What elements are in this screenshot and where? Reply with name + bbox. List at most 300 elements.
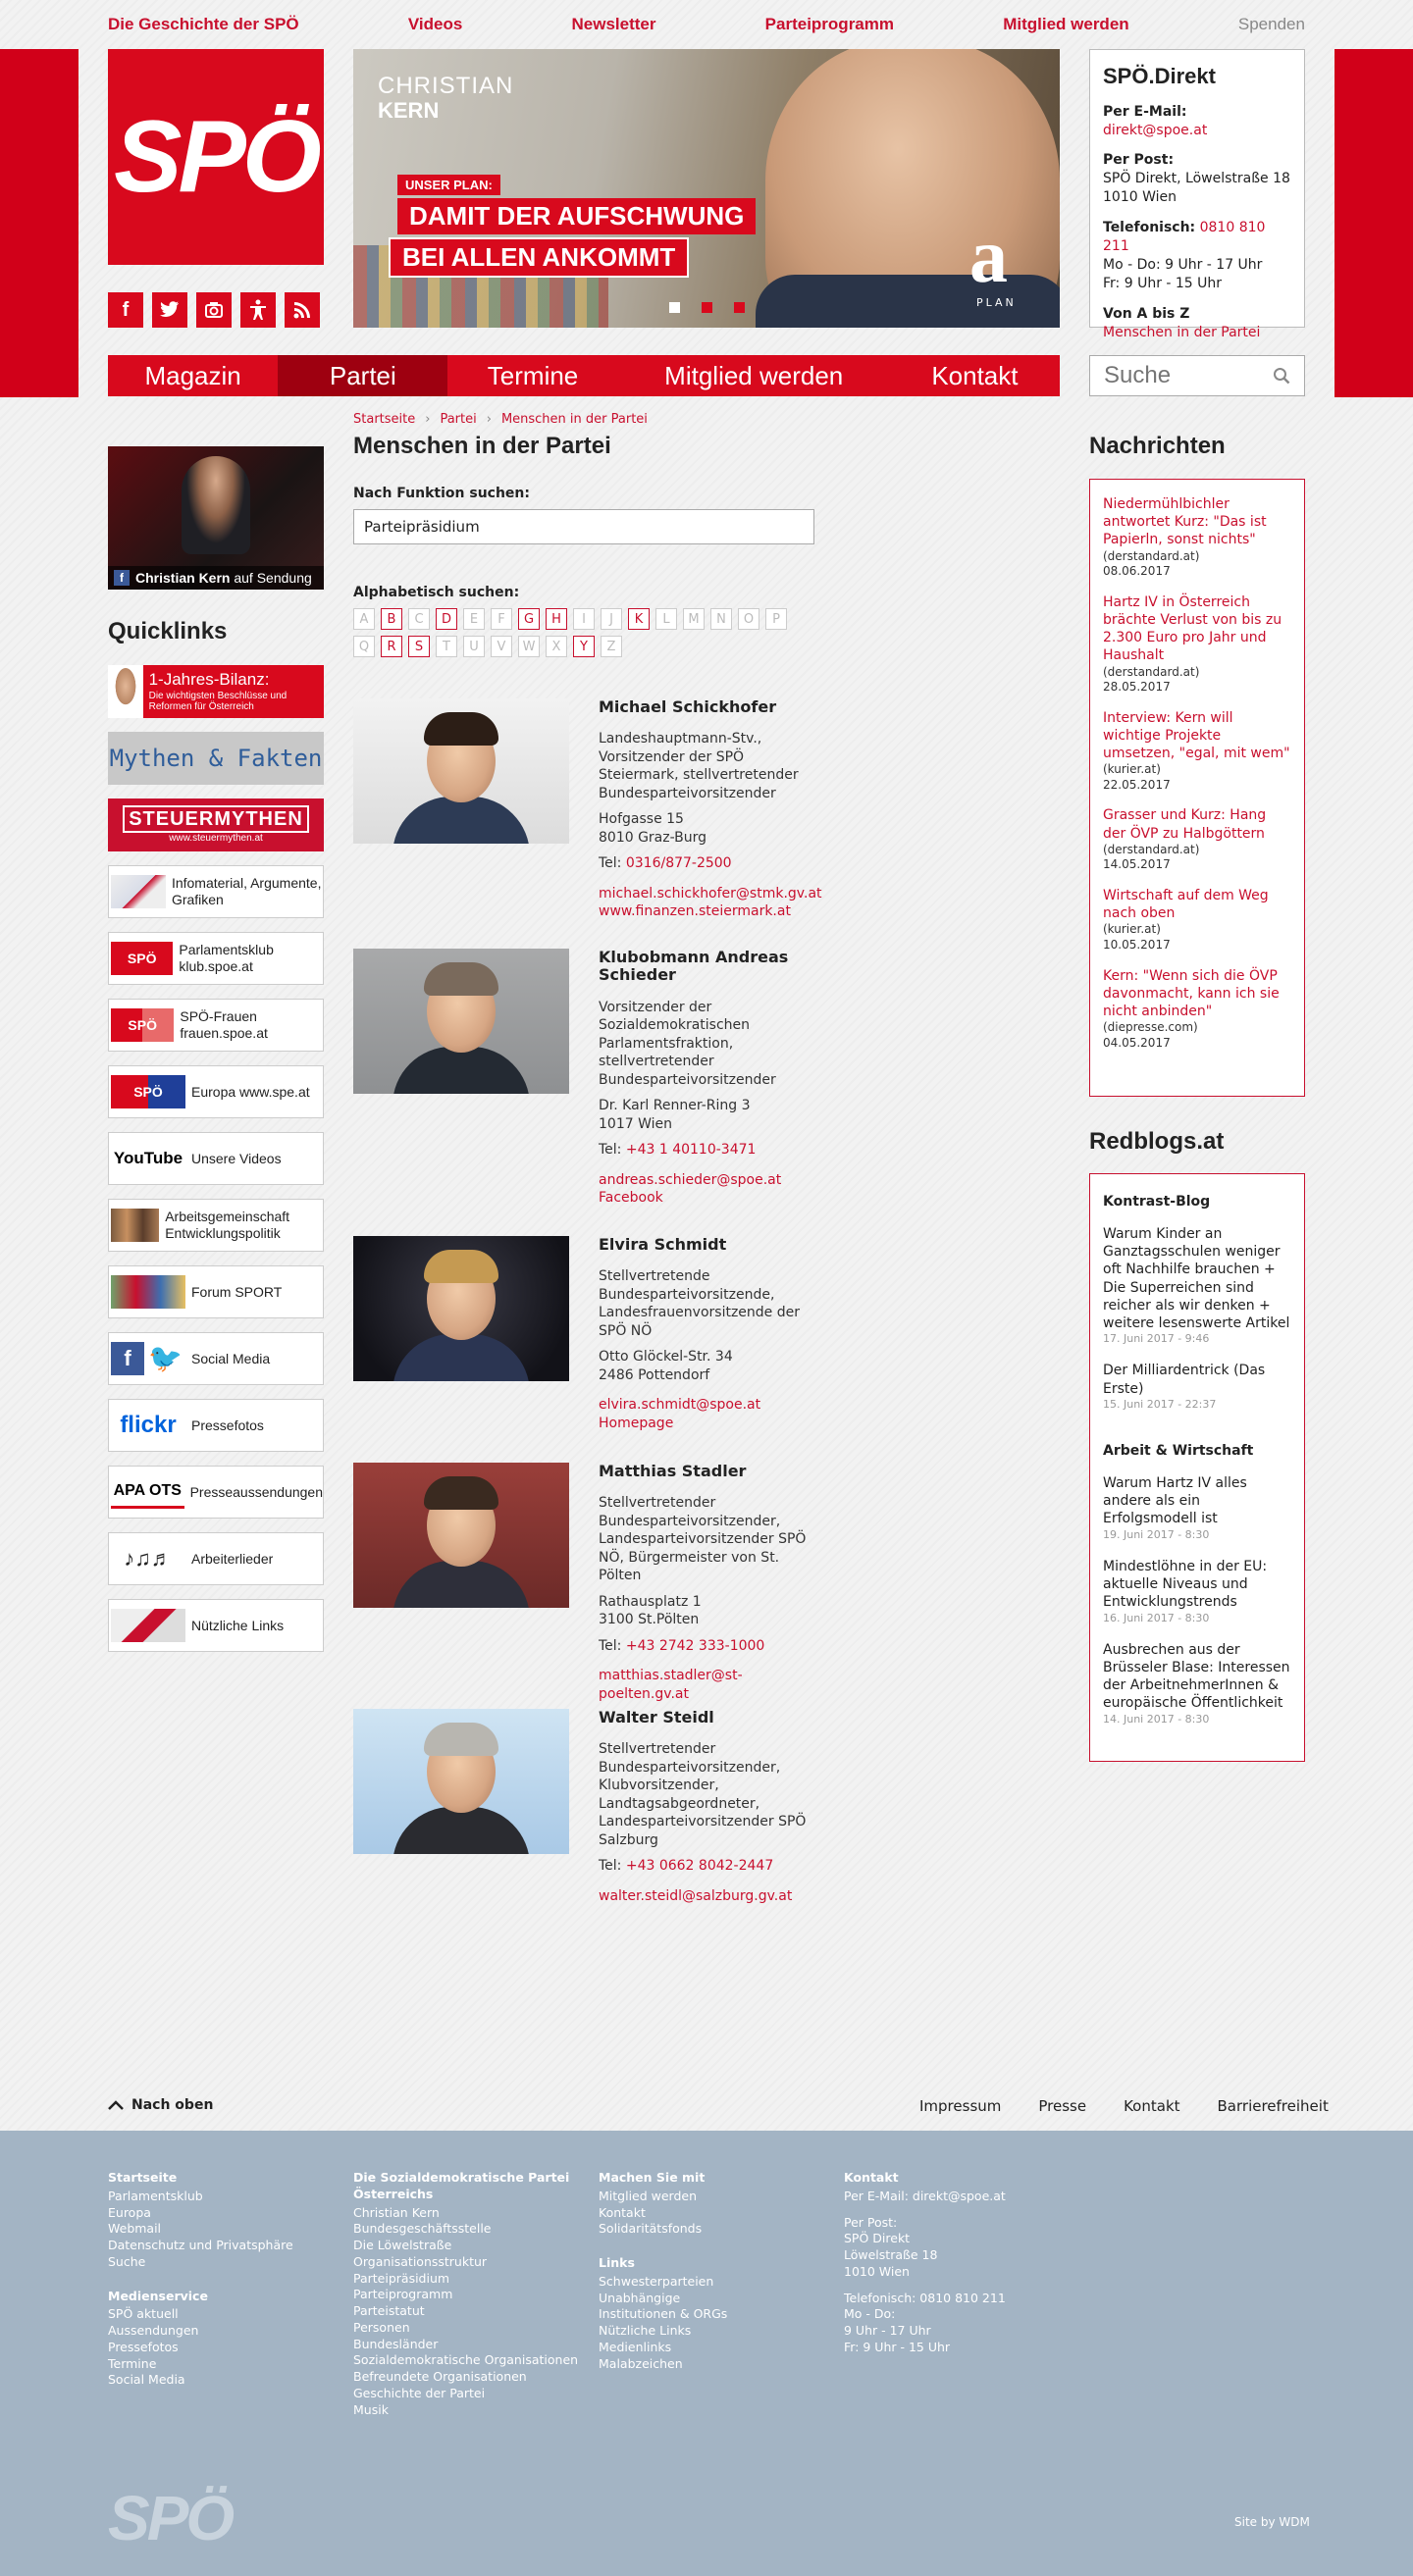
alphabet-letter-v: V — [491, 636, 512, 657]
site-by-credit[interactable]: Site by WDM — [1234, 2515, 1310, 2529]
facebook-icon[interactable]: f — [108, 292, 143, 328]
slider-dot-3[interactable] — [734, 302, 745, 313]
person-info — [599, 1236, 824, 1440]
person-photo[interactable] — [353, 1236, 569, 1381]
footer-link[interactable]: Aussendungen — [108, 2323, 199, 2338]
person-phone-label: Tel: — [599, 1858, 626, 1875]
nav-magazin[interactable]: Magazin — [144, 360, 241, 390]
news-date: 04.05.2017 — [1103, 1035, 1171, 1050]
spoe-thumbnail: SPÖ — [111, 1075, 185, 1108]
person-photo-body — [392, 1334, 530, 1381]
person-links — [599, 1171, 824, 1208]
quicklink-label: SPÖ-Frauen frauen.spoe.at — [180, 1008, 268, 1041]
person-photo-hair — [424, 1723, 498, 1756]
person-link[interactable]: michael.schickhofer@stmk.gv.at — [599, 885, 822, 902]
footer-link[interactable]: Fr: 9 Uhr - 15 Uhr — [844, 2339, 951, 2354]
hero-tag-line1: DAMIT DER AUFSCHWUNG — [397, 198, 756, 234]
quicklink-subtitle: www.steuermythen.at — [169, 833, 263, 844]
footer-heading[interactable]: Startseite — [108, 2170, 178, 2185]
quicklinks-heading: Quicklinks — [108, 618, 228, 644]
hero-name-last: KERN — [378, 98, 440, 123]
direkt-title: SPÖ.Direkt — [1103, 64, 1216, 88]
footer-link[interactable]: Parlamentsklub — [108, 2188, 203, 2203]
alphabet-letter-b[interactable]: B — [381, 608, 402, 630]
breadcrumb — [353, 412, 648, 427]
quicklink-label: Nützliche Links — [191, 1617, 285, 1633]
person-phone-label: Tel: — [599, 855, 626, 872]
blog-item[interactable] — [1103, 1641, 1291, 1726]
topnav-spenden[interactable]: Spenden — [1237, 15, 1305, 33]
person-photo[interactable] — [353, 698, 569, 844]
footer-link[interactable]: Medienlinks — [599, 2339, 672, 2354]
puzzle-icon — [111, 1609, 185, 1642]
footer-link[interactable]: Per E-Mail: direkt@spoe.at — [844, 2188, 1006, 2203]
footer-link[interactable]: Musik — [353, 2401, 389, 2417]
blog-title[interactable]: Warum Kinder an Ganztagsschulen weniger oft Nachhilfe brauchen + Die Superreichen sind reicher als wir denken + weitere lesenswerte Artikel — [1103, 1226, 1290, 1331]
person-role: Stellvertretende Bundesparteivorsitzende, Landesfrauenvorsitzende der SPÖ NÖ — [599, 1268, 800, 1339]
footer-link[interactable]: 9 Uhr - 17 Uhr — [844, 2323, 931, 2338]
quicklink-videos[interactable] — [108, 1132, 324, 1185]
facebook-icon: f — [111, 1342, 144, 1375]
infomaterial-thumbnail — [111, 875, 166, 908]
blog-section-heading: Kontrast-Blog — [1103, 1194, 1211, 1210]
main-navigation — [108, 355, 1060, 396]
news-item[interactable] — [1103, 887, 1291, 953]
apa-ots-icon: APA OTS — [111, 1475, 184, 1509]
sport-thumbnail — [111, 1275, 185, 1309]
news-date: 22.05.2017 — [1103, 777, 1171, 792]
footer-link[interactable]: Sozialdemokratische Organisationen — [353, 2352, 579, 2368]
quicklink-nuetzliche-links[interactable] — [108, 1599, 324, 1652]
redblogs-box — [1089, 1173, 1305, 1762]
news-title[interactable]: Interview: Kern will wichtige Projekte umsetzen, "egal, mit wem" — [1103, 709, 1290, 762]
plan-logo-text: PLAN — [976, 296, 1017, 309]
flickr-icon: flickr — [120, 1411, 177, 1438]
person-phone-label: Tel: — [599, 1142, 626, 1159]
hero-tag-small: UNSER PLAN: — [397, 175, 500, 195]
news-source: (derstandard.at) — [1103, 842, 1200, 856]
footer-link[interactable]: Parteistatut — [353, 2303, 425, 2318]
footer-heading[interactable]: Machen Sie mit — [599, 2170, 706, 2185]
footer-heading[interactable]: Medienservice — [108, 2288, 208, 2303]
footer-link[interactable]: Löwelstraße 18 — [844, 2247, 938, 2262]
instagram-icon[interactable] — [196, 292, 232, 328]
footer-link[interactable]: Datenschutz und Privatsphäre — [108, 2238, 293, 2252]
top-navigation — [108, 15, 1305, 36]
person-name: Walter Steidl — [599, 1708, 714, 1726]
footer-link[interactable]: Parteipräsidium — [353, 2270, 450, 2286]
topnav-geschichte[interactable]: Die Geschichte der SPÖ — [108, 15, 299, 33]
topnav-parteiprogramm[interactable]: Parteiprogramm — [764, 15, 894, 33]
alphabet-letter-g[interactable]: G — [518, 608, 540, 630]
right-red-band — [1334, 49, 1413, 397]
direkt-post-line: SPÖ Direkt, Löwelstraße 18 — [1103, 171, 1290, 187]
alphabet-letter-z: Z — [601, 636, 622, 657]
quicklink-jahresbilanz[interactable] — [108, 665, 324, 718]
news-date: 08.06.2017 — [1103, 564, 1171, 579]
footer-meta-links — [919, 2097, 1329, 2115]
person-links — [599, 1667, 824, 1703]
footer-link[interactable]: Webmail — [108, 2221, 162, 2237]
promo-text-bold: Christian Kern — [135, 570, 231, 586]
music-notes-icon: ♪♫♬ — [124, 1545, 173, 1571]
christian-kern-auf-sendung-banner[interactable] — [108, 446, 324, 590]
person-phone-link[interactable]: +43 2742 333-1000 — [625, 1637, 765, 1654]
news-source: (derstandard.at) — [1103, 548, 1200, 563]
left-red-band — [0, 49, 78, 397]
blog-date: 14. Juni 2017 - 8:30 — [1103, 1712, 1210, 1726]
search-icon[interactable] — [1273, 367, 1290, 385]
person-role: Stellvertretender Bundesparteivorsitzender, Landesparteivorsitzender SPÖ NÖ, Bürgermeister von St. Pölten — [599, 1495, 807, 1584]
footer-column — [353, 2170, 584, 2418]
news-source: (kurier.at) — [1103, 922, 1161, 937]
blog-title[interactable]: Mindestlöhne in der EU: aktuelle Niveaus und Entwicklungstrends — [1103, 1558, 1268, 1611]
slider-dot-1[interactable] — [669, 302, 680, 313]
quicklink-label: Presseaussendungen — [189, 1483, 323, 1500]
footer-link[interactable]: Kontakt — [599, 2204, 646, 2220]
footer-logo[interactable]: SPÖ — [108, 2483, 233, 2553]
blog-item[interactable] — [1103, 1558, 1291, 1625]
footer-link[interactable]: Bundesländer — [353, 2336, 439, 2351]
slider-dot-2[interactable] — [702, 302, 712, 313]
alphabet-letter-r[interactable]: R — [381, 636, 402, 657]
footer-link[interactable]: Suche — [108, 2253, 146, 2269]
news-item[interactable] — [1103, 967, 1291, 1052]
spoe-thumbnail: SPÖ — [111, 1008, 174, 1042]
blog-title[interactable]: Der Milliardentrick (Das Erste) — [1103, 1363, 1266, 1397]
person-link[interactable]: Homepage — [599, 1415, 674, 1431]
news-title[interactable]: Hartz IV in Österreich brächte Verlust von bis zu 2.300 Euro pro Jahr und Haushalt — [1103, 593, 1282, 664]
back-to-top-label: Nach oben — [131, 2097, 214, 2113]
person-phone-link[interactable]: 0316/877-2500 — [625, 855, 732, 872]
alphabet-letter-e: E — [463, 608, 485, 630]
person-info — [599, 1709, 824, 1913]
redblogs-heading: Redblogs.at — [1089, 1128, 1225, 1155]
alphabet-letter-k[interactable]: K — [628, 608, 650, 630]
person-photo-hair — [424, 962, 498, 996]
footer-link[interactable]: SPÖ Direkt — [844, 2231, 911, 2246]
person-info — [599, 949, 824, 1214]
footer-link[interactable]: Organisationsstruktur — [353, 2253, 488, 2269]
quicklink-label: Pressefotos — [191, 1417, 264, 1433]
person-link[interactable]: www.finanzen.steiermark.at — [599, 903, 791, 920]
quicklink-entwicklungspolitik[interactable] — [108, 1199, 324, 1252]
nav-termine[interactable]: Termine — [487, 360, 579, 390]
footer-link[interactable]: Befreundete Organisationen — [353, 2369, 527, 2384]
spoe-direkt-box — [1089, 49, 1305, 340]
search-input[interactable] — [1104, 362, 1261, 389]
chevron-right-icon: › — [486, 412, 492, 427]
footer-link-kontakt[interactable]: Kontakt — [1124, 2097, 1180, 2115]
news-date: 14.05.2017 — [1103, 857, 1171, 872]
person-name: Michael Schickhofer — [599, 697, 777, 716]
nav-kontakt[interactable]: Kontakt — [931, 360, 1019, 390]
alphabet-letter-l: L — [655, 608, 677, 630]
direkt-email-link[interactable]: direkt@spoe.at — [1103, 122, 1208, 138]
footer-link[interactable]: Solidaritätsfonds — [599, 2221, 703, 2237]
quicklink-label: Forum SPORT — [191, 1283, 283, 1300]
promo-text: auf Sendung — [234, 570, 312, 586]
footer-link[interactable]: Christian Kern — [353, 2204, 440, 2220]
person-address: Hofgasse 15 8010 Graz-Burg — [599, 811, 707, 846]
hero-tag-line2: BEI ALLEN ANKOMMT — [389, 237, 689, 278]
footer-link[interactable]: Geschichte der Partei — [353, 2385, 486, 2400]
breadcrumb-partei[interactable]: Partei — [440, 412, 477, 427]
footer-link[interactable]: Die Löwelstraße — [353, 2238, 452, 2252]
footer-heading[interactable]: Links — [599, 2255, 635, 2270]
quicklink-arbeiterlieder[interactable] — [108, 1532, 324, 1585]
person-photo-body — [392, 1561, 530, 1608]
person-role: Vorsitzender der Sozialdemokratischen Parlamentsfraktion, stellvertretender Bundesparteivorsitzender — [599, 999, 776, 1088]
news-title[interactable]: Wirtschaft auf dem Weg nach oben — [1103, 888, 1269, 922]
quicklink-pressefotos[interactable] — [108, 1399, 324, 1452]
direkt-phone-label: Telefonisch: — [1103, 220, 1196, 236]
person-address: Rathausplatz 1 3100 St.Pölten — [599, 1593, 702, 1628]
blog-item[interactable] — [1103, 1225, 1291, 1346]
footer-link[interactable]: Malabzeichen — [599, 2355, 683, 2371]
alphabet-letter-y[interactable]: Y — [573, 636, 595, 657]
blog-date: 17. Juni 2017 - 9:46 — [1103, 1332, 1210, 1346]
quicklink-infomaterial[interactable] — [108, 865, 324, 918]
twitter-icon: 🐦 — [148, 1343, 183, 1374]
person-role: Stellvertretender Bundesparteivorsitzender, Klubvorsitzender, Landtagsabgeordneter, Landesparteivorsitzender SPÖ Salzburg — [599, 1741, 807, 1848]
twitter-icon[interactable] — [152, 292, 187, 328]
footer-column — [599, 2170, 829, 2372]
topnav-videos[interactable]: Videos — [407, 15, 463, 33]
person-link[interactable]: walter.steidl@salzburg.gv.at — [599, 1887, 793, 1904]
news-item[interactable] — [1103, 593, 1291, 696]
person-link[interactable]: Facebook — [599, 1190, 663, 1206]
news-source: (derstandard.at) — [1103, 664, 1200, 679]
rss-icon[interactable] — [285, 292, 320, 328]
news-date: 10.05.2017 — [1103, 937, 1171, 952]
alphabet-letter-n: N — [710, 608, 732, 630]
person-name: Klubobmann Andreas Schieder — [599, 948, 789, 985]
alphabet-letter-j: J — [601, 608, 622, 630]
footer-spacer — [108, 2271, 339, 2289]
blog-title[interactable]: Ausbrechen aus der Brüsseler Blase: Interessen der ArbeitnehmerInnen & europäische Öffentlichkeit — [1103, 1641, 1290, 1712]
alphabet-letter-m: M — [683, 608, 705, 630]
function-select[interactable]: Parteipräsidium — [353, 509, 814, 544]
spoe-logo[interactable]: SPÖ — [108, 49, 324, 265]
news-item[interactable] — [1103, 495, 1291, 580]
person-links — [599, 1396, 824, 1432]
person-name: Matthias Stadler — [599, 1462, 747, 1480]
footer-link[interactable]: Pressefotos — [108, 2339, 179, 2354]
promo-portrait — [182, 456, 250, 554]
person-phone-label: Tel: — [599, 1637, 626, 1654]
footer-link[interactable]: Social Media — [108, 2372, 185, 2388]
news-heading: Nachrichten — [1089, 433, 1226, 459]
person-links — [599, 885, 824, 921]
footer-link[interactable]: Nützliche Links — [599, 2323, 692, 2338]
person-link[interactable]: andreas.schieder@spoe.at — [599, 1171, 782, 1188]
person-photo-body — [392, 1047, 530, 1094]
quicklink-label: Parlamentsklub klub.spoe.at — [179, 942, 274, 974]
alphabet-letter-d[interactable]: D — [436, 608, 457, 630]
news-title[interactable]: Grasser und Kurz: Hang der ÖVP zu Halbgöttern — [1103, 807, 1267, 842]
quicklink-label: Arbeiterlieder — [191, 1550, 274, 1567]
quicklink-forum-sport[interactable] — [108, 1265, 324, 1318]
alphabet-letter-p: P — [765, 608, 787, 630]
direkt-hours: Mo - Do: 9 Uhr - 17 Uhr — [1103, 256, 1263, 273]
footer-heading[interactable]: Kontakt — [844, 2170, 899, 2185]
alphabet-letter-t: T — [436, 636, 457, 657]
blog-date: 19. Juni 2017 - 8:30 — [1103, 1527, 1210, 1541]
footer-link[interactable]: Unabhängige — [599, 2290, 681, 2305]
quicklink-subtitle: Die wichtigsten Beschlüsse und Reformen für Österreich — [148, 690, 288, 713]
footer-link[interactable]: Mo - Do: — [844, 2306, 896, 2322]
blog-date: 16. Juni 2017 - 8:30 — [1103, 1611, 1210, 1624]
accessibility-icon[interactable] — [240, 292, 276, 328]
person-info — [599, 698, 824, 929]
person-photo-hair — [424, 1250, 498, 1283]
footer — [0, 2131, 1413, 2576]
person-photo-body — [392, 797, 530, 844]
direkt-az-link[interactable]: Menschen in der Partei — [1103, 324, 1261, 340]
quicklink-portrait — [108, 665, 143, 718]
nav-mitglied-werden[interactable]: Mitglied werden — [664, 360, 844, 390]
social-icons — [108, 292, 320, 328]
news-date: 28.05.2017 — [1103, 680, 1171, 695]
person-link[interactable]: elvira.schmidt@spoe.at — [599, 1397, 761, 1414]
quicklink-presseaussendungen[interactable] — [108, 1466, 324, 1519]
person-photo-body — [392, 1807, 530, 1854]
news-title[interactable]: Niedermühlbichler antwortet Kurz: "Das ist Papierln, sonst nichts" — [1103, 496, 1267, 548]
footer-link[interactable]: Europa — [108, 2204, 151, 2220]
footer-link[interactable]: Institutionen & ORGs — [599, 2306, 728, 2322]
footer-link[interactable]: Bundesgeschäftsstelle — [353, 2221, 492, 2237]
blog-item[interactable] — [1103, 1362, 1291, 1412]
blog-item[interactable] — [1103, 1474, 1291, 1542]
footer-heading[interactable]: Die Sozialdemokratische Partei Österreichs — [353, 2170, 570, 2201]
footer-link[interactable]: 1010 Wien — [844, 2263, 910, 2279]
breadcrumb-startseite[interactable]: Startseite — [353, 412, 416, 427]
person-phone — [599, 854, 824, 872]
news-title[interactable]: Kern: "Wenn sich die ÖVP davonmacht, kann ich sie nicht anbinden" — [1103, 967, 1280, 1019]
person-phone — [599, 1857, 824, 1875]
alphabet-letter-f: F — [491, 608, 512, 630]
footer-link[interactable]: Parteiprogramm — [353, 2287, 453, 2302]
footer-column — [844, 2170, 1074, 2356]
quicklink-label: Unsere Videos — [191, 1150, 282, 1166]
breadcrumb-current[interactable]: Menschen in der Partei — [500, 412, 648, 427]
function-filter-label: Nach Funktion suchen: — [353, 486, 530, 501]
quicklink-label: Social Media — [191, 1350, 271, 1366]
blog-date: 15. Juni 2017 - 22:37 — [1103, 1397, 1217, 1411]
footer-spacer — [844, 2205, 1074, 2215]
alphabet-letter-q: Q — [353, 636, 375, 657]
blog-section-heading: Arbeit & Wirtschaft — [1103, 1443, 1254, 1460]
quicklink-social-media[interactable] — [108, 1332, 324, 1385]
alphabet-filter-label: Alphabetisch suchen: — [353, 585, 520, 600]
footer-link-presse[interactable]: Presse — [1038, 2097, 1087, 2115]
person-address: Otto Glöckel-Str. 34 2486 Pottendorf — [599, 1349, 733, 1383]
person-name: Elvira Schmidt — [599, 1235, 727, 1254]
quicklink-steuermythen[interactable] — [108, 799, 324, 851]
chevron-up-icon — [108, 2100, 124, 2110]
news-box — [1089, 479, 1305, 1097]
direkt-post-line: 1010 Wien — [1103, 189, 1177, 206]
quicklink-label: Europa www.spe.at — [191, 1083, 310, 1100]
news-source: (kurier.at) — [1103, 762, 1161, 777]
facebook-icon: f — [114, 570, 130, 586]
footer-link-impressum[interactable]: Impressum — [919, 2097, 1002, 2115]
direkt-az-label: Von A bis Z — [1103, 305, 1190, 322]
topnav-mitglied[interactable]: Mitglied werden — [1003, 15, 1129, 33]
person-photo-hair — [424, 712, 498, 746]
topnav-newsletter[interactable]: Newsletter — [571, 15, 656, 33]
direkt-post-label: Per Post: — [1103, 152, 1175, 169]
news-item[interactable] — [1103, 709, 1291, 794]
alphabet-letter-w: W — [518, 636, 540, 657]
nav-partei[interactable]: Partei — [278, 355, 447, 396]
footer-link[interactable]: Per Post: — [844, 2214, 898, 2230]
social-media-thumbnail — [111, 1342, 185, 1375]
page-title: Menschen in der Partei — [353, 433, 611, 459]
footer-link[interactable]: Personen — [353, 2319, 410, 2335]
youtube-icon: YouTube — [113, 1148, 183, 1167]
footer-link-barrierefreiheit[interactable]: Barrierefreiheit — [1217, 2097, 1329, 2115]
person-phone — [599, 1637, 824, 1655]
direkt-phone-link[interactable]: 0810 810 211 — [1103, 220, 1266, 255]
slider-dots — [669, 302, 745, 313]
footer-spacer — [599, 2238, 829, 2255]
hero-slider[interactable] — [353, 49, 1060, 328]
alphabet-letter-h[interactable]: H — [546, 608, 567, 630]
person-photo[interactable] — [353, 949, 569, 1094]
quicklink-title: 1-Jahres-Bilanz: — [148, 670, 270, 690]
person-address: Dr. Karl Renner-Ring 3 1017 Wien — [599, 1098, 751, 1132]
quicklink-title: STEUERMYTHEN — [123, 805, 309, 833]
alphabet-letter-o: O — [738, 608, 759, 630]
person-phone-link[interactable]: +43 0662 8042-2447 — [625, 1858, 774, 1875]
alphabet-letter-s[interactable]: S — [408, 636, 430, 657]
direkt-hours: Fr: 9 Uhr - 15 Uhr — [1103, 275, 1223, 291]
quicklink-frauen[interactable] — [108, 999, 324, 1052]
alphabet-letter-x: X — [546, 636, 567, 657]
person-phone-link[interactable]: +43 1 40110-3471 — [625, 1142, 757, 1159]
footer-link[interactable]: Telefonisch: 0810 810 211 — [844, 2290, 1006, 2305]
footer-link[interactable]: SPÖ aktuell — [108, 2306, 179, 2322]
footer-link[interactable]: Mitglied werden — [599, 2188, 698, 2203]
spoe-thumbnail: SPÖ — [111, 942, 173, 975]
footer-link[interactable]: Termine — [108, 2355, 157, 2371]
footer-link[interactable]: Schwesterparteien — [599, 2273, 714, 2289]
news-item[interactable] — [1103, 806, 1291, 873]
person-photo[interactable] — [353, 1463, 569, 1608]
back-to-top-link[interactable] — [108, 2097, 213, 2113]
person-role: Landeshauptmann-Stv., Vorsitzender der SPÖ Steiermark, stellvertretender Bundesparteivorsitzender — [599, 731, 799, 801]
quicklink-europa[interactable] — [108, 1065, 324, 1118]
footer-column — [108, 2170, 339, 2389]
person-phone — [599, 1141, 824, 1159]
quicklink-label: Infomaterial, Argumente, Grafiken — [171, 875, 322, 907]
quicklink-mythen-fakten[interactable]: Mythen & Fakten — [108, 732, 324, 785]
entwicklungspolitik-thumbnail — [111, 1209, 159, 1242]
plan-logo: a — [969, 213, 1008, 298]
person-link[interactable]: matthias.stadler@st-poelten.gv.at — [599, 1668, 743, 1702]
person-photo-hair — [424, 1476, 498, 1510]
quicklink-label: Arbeitsgemeinschaft Entwicklungspolitik — [165, 1209, 290, 1241]
hero-name-first: CHRISTIAN — [378, 73, 514, 99]
footer-spacer — [844, 2281, 1074, 2291]
blog-title[interactable]: Warum Hartz IV alles andere als ein Erfolgsmodell ist — [1103, 1475, 1247, 1527]
news-source: (diepresse.com) — [1103, 1020, 1198, 1035]
quicklink-parlamentsklub[interactable] — [108, 932, 324, 985]
person-photo[interactable] — [353, 1709, 569, 1854]
person-links — [599, 1887, 824, 1905]
